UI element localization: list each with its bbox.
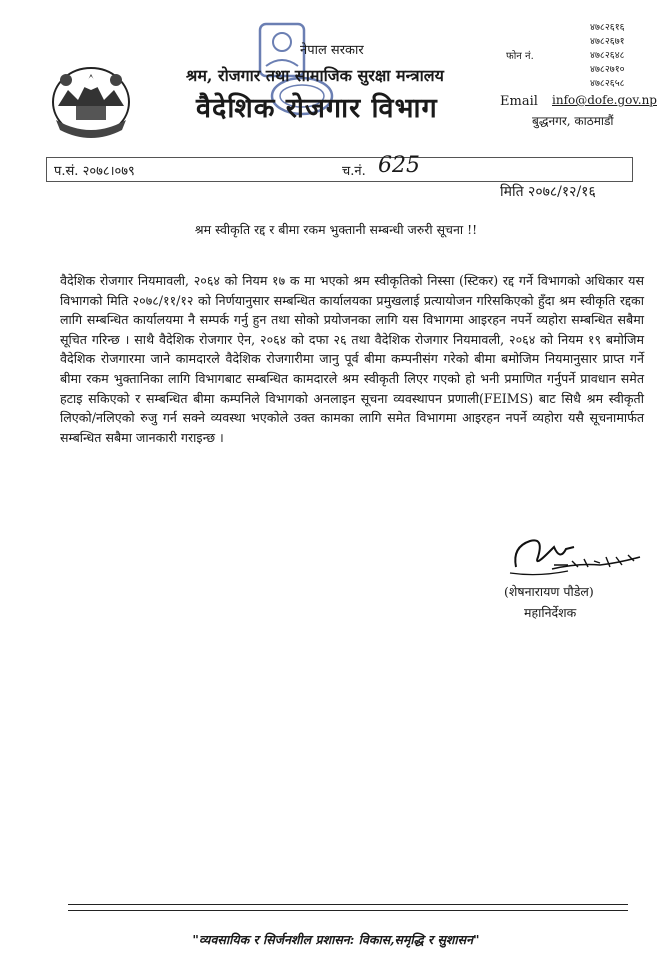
dispatch-number: 625: [378, 153, 420, 178]
dispatch-number-label: च.नं.: [342, 164, 366, 179]
government-name: नेपाल सरकार: [300, 43, 364, 58]
email-link[interactable]: info@dofe.gov.np: [552, 93, 657, 107]
signer-designation: महानिर्देशक: [524, 605, 577, 620]
phone-number: ४७८२६५८: [590, 78, 625, 89]
reference-number: प.सं. २०७८।०७९: [54, 164, 135, 179]
phone-number: ४७८२६४८: [590, 50, 625, 61]
notice-body: वैदेशिक रोजगार नियमावली, २०६४ को नियम १७ क मा भएको श्रम स्वीकृतिको निस्सा (स्टिकर) रद्द गर्ने विभागको अधिकार यस विभागको मिति २०७८/११/१२ को निर्णयानुसार सम्बन्धित कार्यालयका प्रमुखलाई प्रत्यायोजन गरिसकिएको हुँदा श्रम स्वीकृति रद्दका लागि सम्बन्धित कार्यालयमा नै सम्पर्क गर्नु हुन तथा सोको प्रयोजनका लागि यस विभागमा आइरहन नपर्ने व्यहोरा सम्बन्धित सबैमा सूचित गरिन्छ । साथै वैदेशिक रोजगार ऐन, २०६४ को दफा २६ तथा वैदेशिक रोजगार नियमावली, २०६४ को नियम १९ बमोजिम वैदेशिक रोजगारमा जाने कामदारले वैदेशिक रोजगारीमा जानु पूर्व बीमा कम्पनीसंग गरेको बीमा बमोजिम नियमानुसार प्राप्त गर्ने बीमा रकम भुक्तानिका लागि विभागबाट सम्बन्धित कामदारले श्रम स्वीकृती लिएर गएको हो भनी प्रमाणित गर्नुपर्ने प्रावधान समेत हटाइ सकिएको र सम्बन्धित बीमा कम्पनिले विभागको अनलाइन सूचना व्यवस्थापन प्रणाली(FEIMS) बाट सिधै श्रम स्वीकृती लिएको/नलिएको रुजु गर्न सक्ने व्यवस्था भएकोले उक्त कामका लागि समेत विभागमा आइरहन नपर्ने व्यहोरा यसै सूचनामार्फत सम्बन्धित सबैमा जानकारी गराइन्छ ।: [60, 273, 644, 445]
ministry-name: श्रम, रोजगार तथा सामाजिक सुरक्षा मन्त्रालय: [186, 66, 444, 85]
phone-number: ४७८२६१६: [590, 22, 625, 33]
phone-number: ४७८२७१०: [590, 64, 625, 75]
handwritten-signature-icon: [508, 527, 648, 581]
phone-number: ४७८२६७१: [590, 36, 625, 47]
signer-name: (शेषनारायण पौडेल): [504, 584, 594, 599]
department-name: वैदेशिक रोजगार विभाग: [196, 93, 438, 124]
notice-date: मिति २०७८/१२/१६: [500, 184, 596, 200]
footer-slogan: "व्यवसायिक र सिर्जनशील प्रशासन: विकास,समृद्धि र सुशासन": [192, 932, 480, 947]
office-address: बुद्धनगर, काठमाडौं: [532, 114, 614, 128]
phone-label: फोन नं.: [506, 51, 534, 62]
nepal-emblem-icon: [48, 60, 134, 140]
footer-divider: [68, 904, 628, 905]
footer-divider: [68, 910, 628, 911]
email-label: Email: [500, 94, 538, 109]
notice-subject: श्रम स्वीकृति रद्द र बीमा रकम भुक्तानी सम्बन्धी जरुरी सूचना !!: [194, 222, 478, 237]
